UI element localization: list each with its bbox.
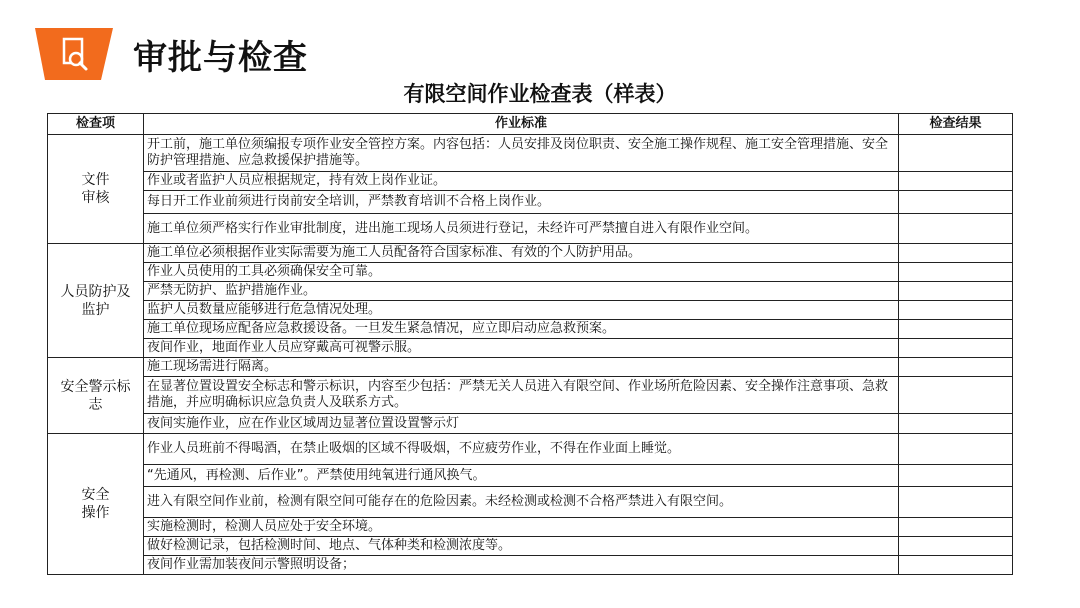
category-cell bbox=[48, 434, 144, 575]
column-header-item: 检查项 bbox=[48, 114, 144, 135]
table-row bbox=[48, 487, 1013, 518]
document-search-icon bbox=[35, 28, 113, 80]
table-row bbox=[48, 518, 1013, 537]
table-row bbox=[48, 434, 1013, 465]
table-row bbox=[48, 214, 1013, 244]
result-cell[interactable] bbox=[899, 320, 1013, 339]
table-row bbox=[48, 263, 1013, 282]
result-cell[interactable] bbox=[899, 244, 1013, 263]
table-row bbox=[48, 358, 1013, 377]
page-title: 审批与检查 bbox=[133, 38, 308, 78]
table-title: 有限空间作业检查表（样表） bbox=[403, 82, 677, 106]
category-label-line: 人员防护及 bbox=[60, 283, 131, 300]
standard-cell: 监护人员数量应能够进行危急情况处理。 bbox=[144, 301, 899, 320]
standard-cell: 夜间作业需加装夜间示警照明设备； bbox=[144, 556, 899, 575]
table-header-row bbox=[48, 114, 1013, 135]
standard-cell: 开工前，施工单位须编报专项作业安全管控方案。内容包括：人员安排及岗位职责、安全施工操作规程、施工安全管理措施、安全防护管理措施、应急救援保护措施等。 bbox=[144, 135, 899, 172]
table-row bbox=[48, 377, 1013, 414]
category-cell bbox=[48, 135, 144, 244]
category-label-line: 安全警示标 bbox=[60, 378, 131, 395]
table-row bbox=[48, 135, 1013, 172]
standard-cell: 施工单位现场应配备应急救援设备。一旦发生紧急情况，应立即启动应急救预案。 bbox=[144, 320, 899, 339]
result-cell[interactable] bbox=[899, 465, 1013, 487]
category-label-line: 安全 bbox=[81, 487, 110, 503]
result-cell[interactable] bbox=[899, 214, 1013, 244]
standard-cell: 每日开工作业前须进行岗前安全培训，严禁教育培训不合格上岗作业。 bbox=[144, 191, 899, 214]
category-cell bbox=[48, 358, 144, 434]
result-cell[interactable] bbox=[899, 301, 1013, 320]
standard-cell: 作业人员班前不得喝酒，在禁止吸烟的区域不得吸烟，不应疲劳作业，不得在作业面上睡觉。 bbox=[144, 434, 899, 465]
standard-cell: 施工现场需进行隔离。 bbox=[144, 358, 899, 377]
header-icon-badge bbox=[35, 28, 113, 80]
standard-cell: 严禁无防护、监护措施作业。 bbox=[144, 282, 899, 301]
column-header-standard: 作业标准 bbox=[144, 114, 899, 135]
result-cell[interactable] bbox=[899, 434, 1013, 465]
result-cell[interactable] bbox=[899, 339, 1013, 358]
standard-cell: 夜间实施作业，应在作业区域周边显著位置设置警示灯 bbox=[144, 414, 899, 434]
table-row bbox=[48, 465, 1013, 487]
category-label-line: 审核 bbox=[81, 190, 110, 206]
column-header-result: 检查结果 bbox=[899, 114, 1013, 135]
standard-cell: 进入有限空间作业前，检测有限空间可能存在的危险因素。未经检测或检测不合格严禁进入有限空间。 bbox=[144, 487, 899, 518]
table-row bbox=[48, 556, 1013, 575]
table-row bbox=[48, 339, 1013, 358]
standard-cell: 在显著位置设置安全标志和警示标识，内容至少包括：严禁无关人员进入有限空间、作业场所危险因素、安全操作注意事项、急救措施，并应明确标识应急负责人及联系方式。 bbox=[144, 377, 899, 414]
result-cell[interactable] bbox=[899, 487, 1013, 518]
table-row bbox=[48, 301, 1013, 320]
standard-cell: 施工单位必须根据作业实际需要为施工人员配备符合国家标准、有效的个人防护用品。 bbox=[144, 244, 899, 263]
result-cell[interactable] bbox=[899, 358, 1013, 377]
result-cell[interactable] bbox=[899, 172, 1013, 191]
table-row bbox=[48, 414, 1013, 434]
checklist-table bbox=[47, 113, 1013, 575]
category-label-line: 操作 bbox=[81, 505, 110, 521]
result-cell[interactable] bbox=[899, 537, 1013, 556]
table-row bbox=[48, 320, 1013, 339]
category-label-line: 文件 bbox=[81, 172, 110, 188]
standard-cell: 施工单位须严格实行作业审批制度，进出施工现场人员须进行登记，未经许可严禁擅自进入有限作业空间。 bbox=[144, 214, 899, 244]
category-cell bbox=[48, 244, 144, 358]
standard-cell: 夜间作业，地面作业人员应穿戴高可视警示服。 bbox=[144, 339, 899, 358]
standard-cell: 作业人员使用的工具必须确保安全可靠。 bbox=[144, 263, 899, 282]
result-cell[interactable] bbox=[899, 135, 1013, 172]
result-cell[interactable] bbox=[899, 191, 1013, 214]
table-row bbox=[48, 191, 1013, 214]
table-row bbox=[48, 244, 1013, 263]
category-label-line: 志 bbox=[88, 396, 103, 413]
result-cell[interactable] bbox=[899, 518, 1013, 537]
standard-cell: “先通风，再检测、后作业”。严禁使用纯氧进行通风换气。 bbox=[144, 465, 899, 487]
table-row bbox=[48, 282, 1013, 301]
standard-cell: 作业或者监护人员应根据规定，持有效上岗作业证。 bbox=[144, 172, 899, 191]
category-label-line: 监护 bbox=[81, 301, 110, 318]
table-row bbox=[48, 172, 1013, 191]
standard-cell: 实施检测时，检测人员应处于安全环境。 bbox=[144, 518, 899, 537]
result-cell[interactable] bbox=[899, 414, 1013, 434]
result-cell[interactable] bbox=[899, 377, 1013, 414]
standard-cell: 做好检测记录，包括检测时间、地点、气体种类和检测浓度等。 bbox=[144, 537, 899, 556]
result-cell[interactable] bbox=[899, 282, 1013, 301]
result-cell[interactable] bbox=[899, 263, 1013, 282]
table-row bbox=[48, 537, 1013, 556]
result-cell[interactable] bbox=[899, 556, 1013, 575]
